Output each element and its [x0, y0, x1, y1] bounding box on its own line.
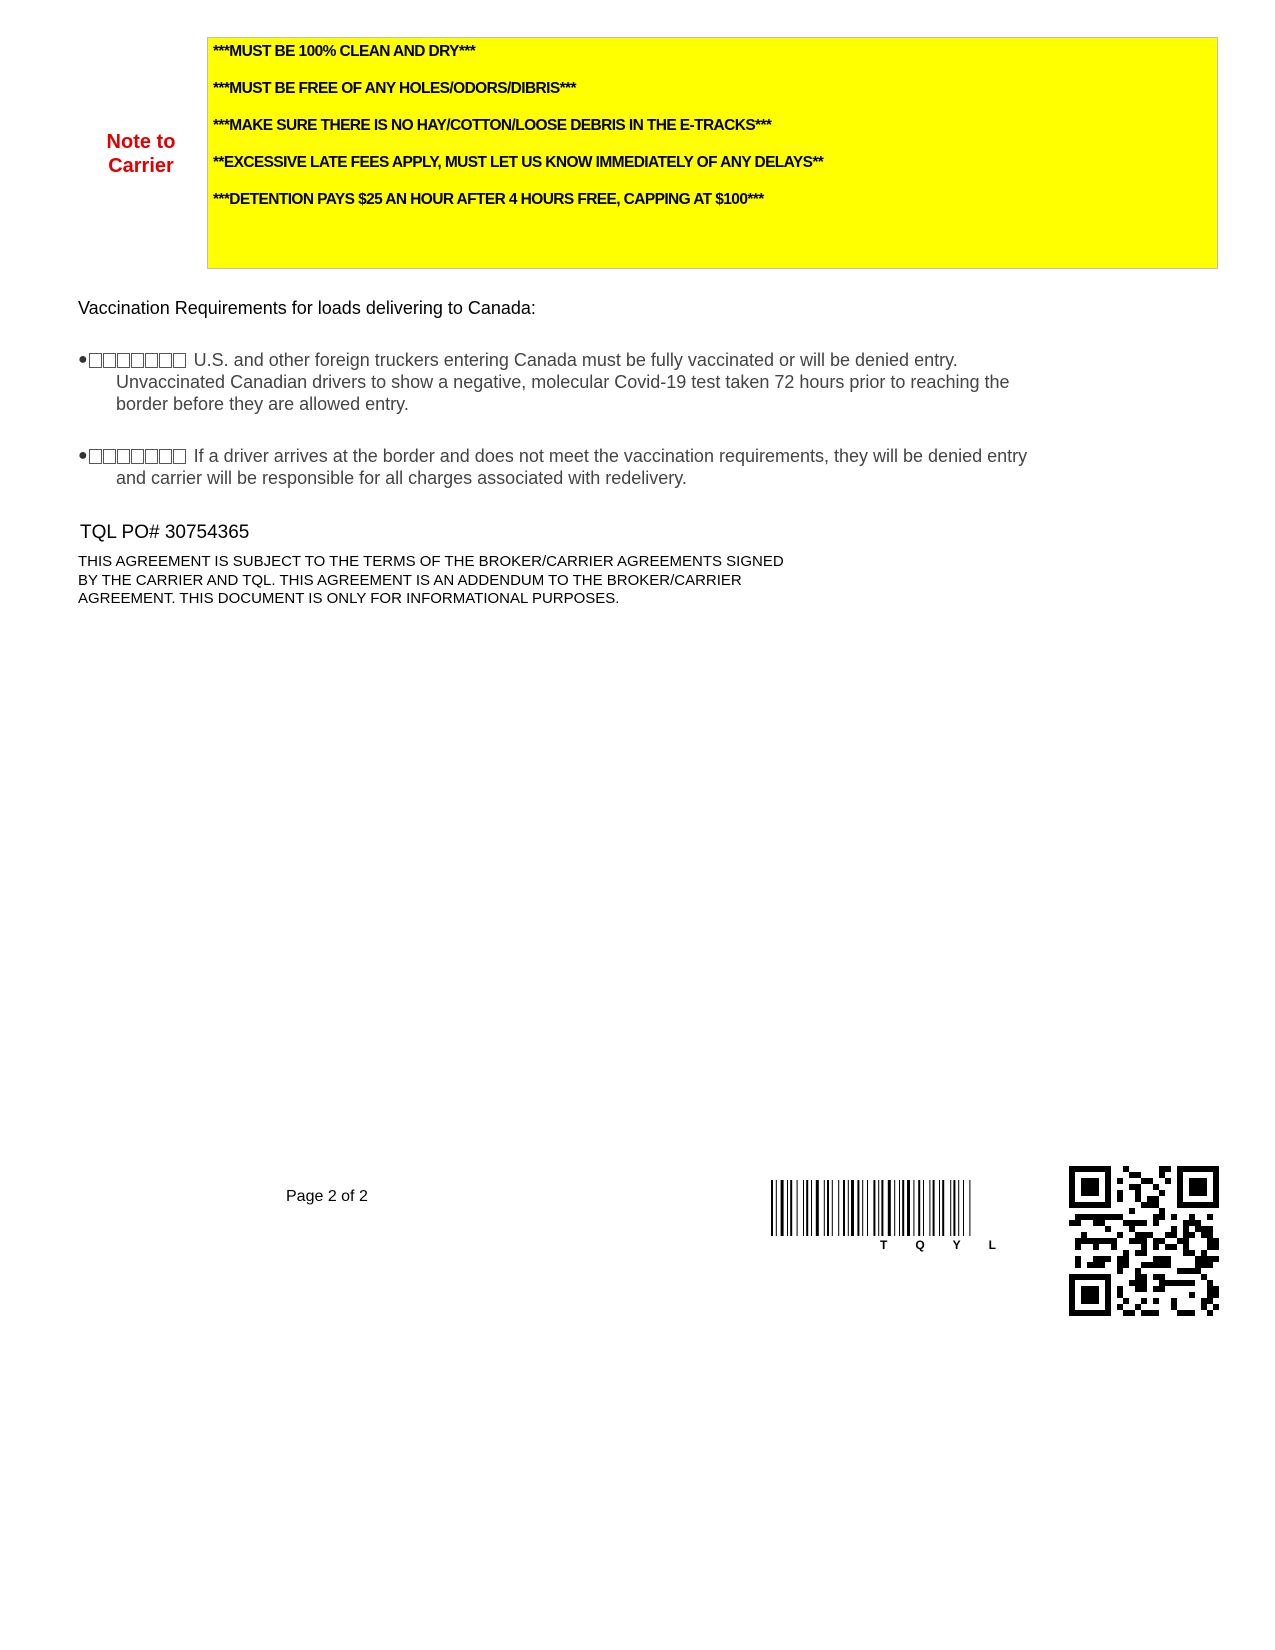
note-line: **EXCESSIVE LATE FEES APPLY, MUST LET US KNOW IMMEDIATELY OF ANY DELAYS** — [213, 154, 824, 171]
bullet-continuation: border before they are allowed entry. — [116, 394, 409, 414]
bullet-continuation: Unvaccinated Canadian drivers to show a negative, molecular Covid-19 test taken 72 hours prior to reaching the — [116, 372, 1010, 392]
qr-code-icon — [1069, 1166, 1219, 1316]
carrier-note-box — [207, 37, 1218, 269]
bullet-dot-icon: ● — [78, 447, 88, 464]
page-number: Page 2 of 2 — [286, 1188, 368, 1205]
vaccination-bullet — [78, 349, 1010, 415]
agreement-text: THIS AGREEMENT IS SUBJECT TO THE TERMS OF THE BROKER/CARRIER AGREEMENTS SIGNED BY THE CARRIER AND TQL. THIS AGREEMENT IS AN ADDENDUM TO THE BROKER/CARRIER AGREEMENT. THIS DOCUMENT IS ONLY FOR INFORMATIONAL PURPOSES. — [78, 553, 784, 607]
note-line: ***DETENTION PAYS $25 AN HOUR AFTER 4 HOURS FREE, CAPPING AT $100*** — [213, 191, 764, 208]
vaccination-bullet — [78, 445, 1027, 489]
bullet-text: U.S. and other foreign truckers entering Canada must be fully vaccinated or will be denied entry. — [193, 350, 958, 370]
po-number: TQL PO# 30754365 — [80, 522, 250, 543]
barcode-text: TQYL — [880, 1238, 1024, 1252]
missing-glyph-boxes-icon — [89, 353, 186, 368]
bullet-continuation: and carrier will be responsible for all charges associated with redelivery. — [116, 468, 687, 488]
missing-glyph-boxes-icon — [89, 449, 186, 464]
note-line: ***MAKE SURE THERE IS NO HAY/COTTON/LOOSE DEBRIS IN THE E-TRACKS*** — [213, 117, 772, 134]
vaccination-heading: Vaccination Requirements for loads delivering to Canada: — [78, 298, 536, 318]
note-line: ***MUST BE 100% CLEAN AND DRY*** — [213, 43, 476, 60]
note-line: ***MUST BE FREE OF ANY HOLES/ODORS/DIBRIS*** — [213, 80, 576, 97]
bullet-text: If a driver arrives at the border and does not meet the vaccination requirements, they will be denied entry — [193, 446, 1028, 466]
bullet-dot-icon: ● — [78, 351, 88, 368]
note-to-carrier-label: Note to Carrier — [106, 131, 176, 177]
barcode-icon — [771, 1180, 1053, 1236]
